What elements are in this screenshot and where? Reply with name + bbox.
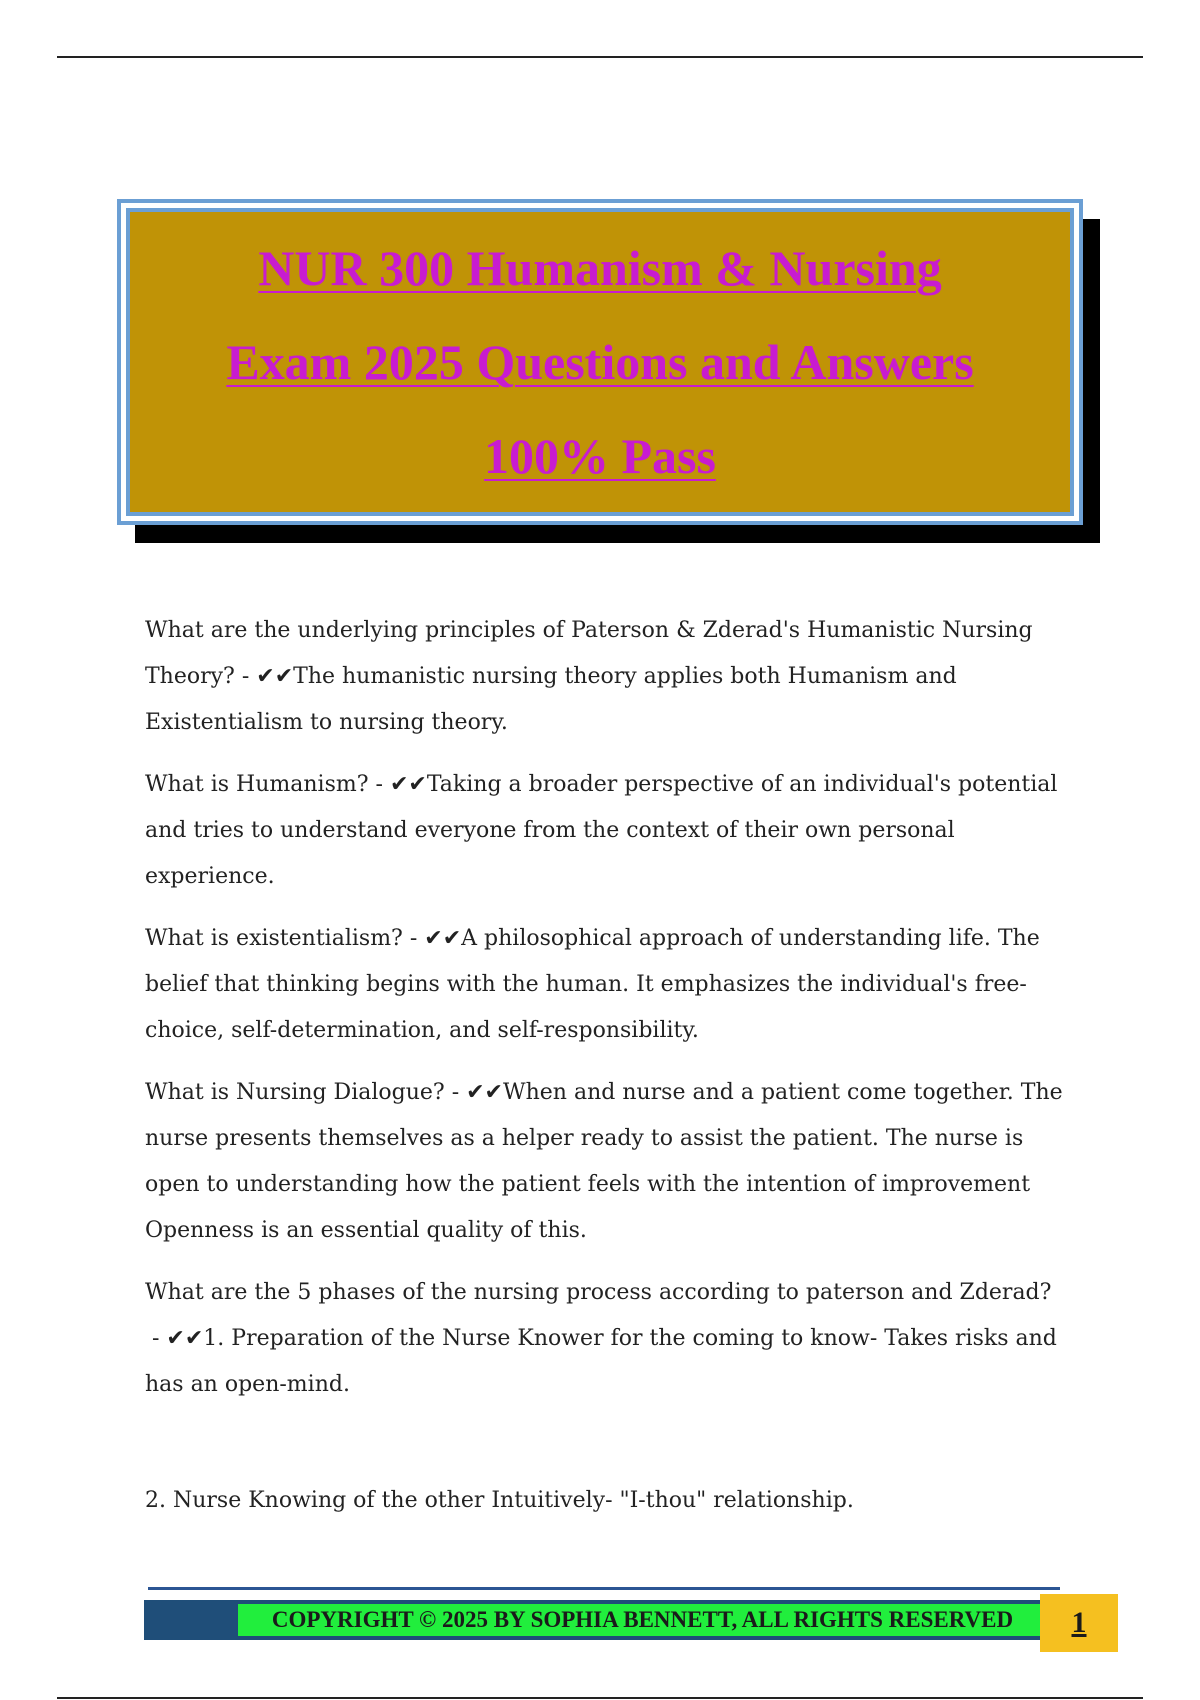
- title-line-3: 100% Pass: [484, 428, 716, 484]
- bottom-rule: [57, 1697, 1143, 1699]
- answer-text: When and nurse and a patient come together. The nurse presents themselves as a helper ready to assist the patient. The nurse is open to understanding how the patient feels with the intention of improvement Openness is an essential quality of this.: [145, 1080, 1063, 1243]
- answer-text: Taking a broader perspective of an individual's potential and tries to understand everyone from the context of their own personal experience.: [145, 772, 1058, 889]
- page-number: 1: [1071, 1606, 1087, 1639]
- qa-item-2: [145, 762, 1063, 900]
- top-rule: [57, 56, 1143, 58]
- copyright-notice: COPYRIGHT © 2025 BY SOPHIA BENNETT, ALL RIGHTS RESERVED: [238, 1604, 1047, 1636]
- question-text: What is Humanism?: [145, 772, 369, 797]
- title-line-2: Exam 2025 Questions and Answers: [226, 334, 974, 390]
- qa-item-1: [145, 608, 1063, 746]
- title-line-1: NUR 300 Humanism & Nursing: [258, 240, 942, 296]
- title-box: [117, 199, 1083, 525]
- question-text: What is Nursing Dialogue?: [145, 1080, 445, 1105]
- qa-item-3: [145, 916, 1063, 1054]
- title-box-inner: [126, 208, 1074, 516]
- spacer: [145, 1424, 1063, 1478]
- question-text: What is existentialism?: [145, 926, 403, 951]
- answer-text: The humanistic nursing theory applies both Humanism and Existentialism to nursing theory.: [145, 664, 957, 735]
- check-mark-icon: ✔✔: [466, 1080, 503, 1105]
- question-text: What are the underlying principles of Paterson & Zderad's Humanistic Nursing Theory?: [145, 618, 1033, 689]
- separator: -: [234, 664, 257, 689]
- check-mark-icon: ✔✔: [256, 664, 294, 689]
- check-mark-icon: ✔✔: [166, 1326, 204, 1351]
- question-text: What are the 5 phases of the nursing process according to paterson and Zderad?: [145, 1280, 1052, 1305]
- answer-text: A philosophical approach of understanding life. The belief that thinking begins with the human. It emphasizes the individual's free-choice, self-determination, and self-responsibility.: [145, 926, 1040, 1043]
- check-mark-icon: ✔✔: [389, 772, 427, 797]
- qa-item-5: [145, 1270, 1063, 1408]
- separator: -: [444, 1080, 467, 1105]
- qa-item-4: [145, 1070, 1063, 1254]
- check-mark-icon: ✔✔: [424, 926, 462, 951]
- page-number-box: [1040, 1594, 1118, 1652]
- qa-continuation: 2. Nurse Knowing of the other Intuitively- "I-thou" relationship.: [145, 1488, 854, 1513]
- separator: -: [402, 926, 425, 951]
- footer-rule: [148, 1587, 1060, 1590]
- answer-text: 1. Preparation of the Nurse Knower for the coming to know- Takes risks and has an open-mind.: [145, 1326, 1057, 1397]
- qa-content: [145, 608, 1063, 1540]
- separator: -: [368, 772, 390, 797]
- separator: -: [145, 1326, 167, 1351]
